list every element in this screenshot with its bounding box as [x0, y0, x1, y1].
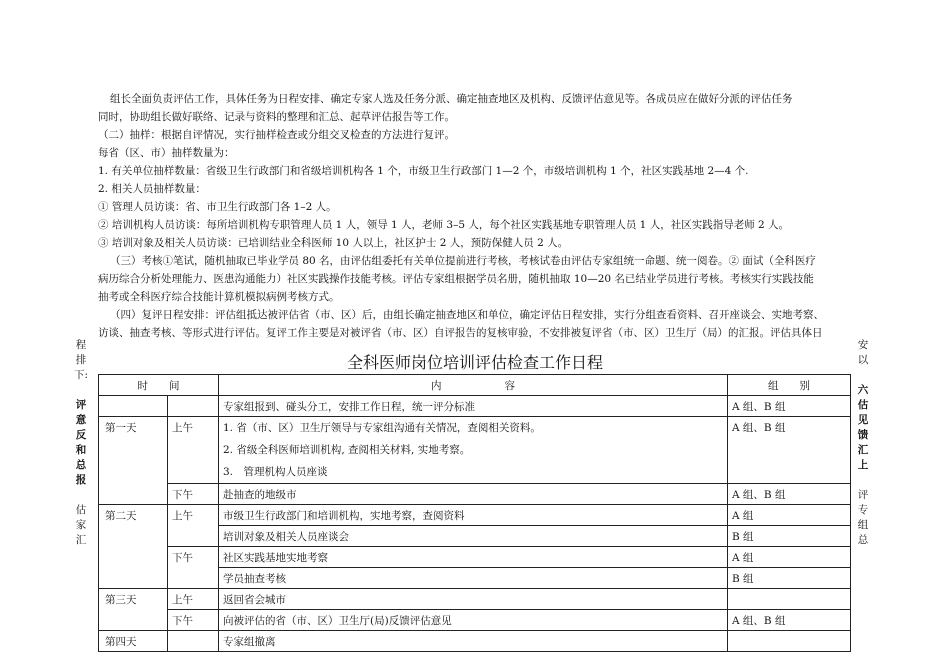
content-line: 2. 省级全科医师培训机构, 查阅相关材料, 实地考察。	[223, 444, 471, 456]
paragraph-line-6: 2. 相关人员抽样数量：	[98, 183, 206, 195]
content-line: 3. 管理机构人员座谈	[223, 466, 328, 478]
table-header-row	[99, 375, 851, 396]
paragraph-line-7: ① 管理人员访谈：省、市卫生行政部门各 1–2 人。	[98, 201, 337, 213]
day-cell: 第四天	[99, 631, 168, 652]
day-cell	[99, 396, 168, 417]
header-time: 时 间	[99, 375, 219, 396]
content-cell: 社区实践基地实地考察	[219, 547, 728, 568]
table-row	[99, 396, 851, 417]
table-row	[99, 589, 851, 610]
period-cell: 下午	[168, 547, 219, 589]
paragraph-line-9: ③ 培训对象及相关人员访谈：已培训结业全科医师 10 人以上，社区护士 2 人，预防保健人员 2 人。	[98, 237, 569, 249]
header-content: 内 容	[219, 375, 728, 396]
content-cell: 返回省会城市	[219, 589, 728, 610]
paragraph-line-3: （二）抽样：根据自评情况，实行抽样检查或分组交叉检查的方法进行复评。	[98, 129, 455, 141]
left-char: 意	[75, 414, 87, 426]
right-char: 组	[857, 519, 869, 531]
right-char: 总	[857, 534, 869, 546]
group-cell: B 组	[728, 526, 851, 547]
group-cell: A 组、B 组	[728, 484, 851, 505]
left-char: 排	[75, 354, 87, 366]
paragraph-line-10: （三）考核①笔试，随机抽取已毕业学员 80 名，由评估组委托有关单位提前进行考核，考核试卷由评估专家组统一命题、统一阅卷。② 面试（全科医疗	[110, 255, 816, 267]
table-row	[99, 417, 851, 484]
day-cell: 第一天	[99, 417, 168, 505]
paragraph-line-11: 病历综合分析处理能力、医患沟通能力）社区实践操作技能考核。评估专家组根据学员名册，随机抽取 10—20 名已结业学员进行考核。考核实行实践技能	[98, 273, 814, 285]
right-char: 专	[857, 504, 869, 516]
left-char: 估	[75, 504, 87, 516]
day-cell: 第二天	[99, 505, 168, 589]
content-cell	[219, 417, 728, 484]
day-cell: 第三天	[99, 589, 168, 631]
table-row	[99, 505, 851, 526]
content-cell: 专家组报到、碰头分工，安排工作日程，统一评分标准	[219, 396, 728, 417]
left-char: 和	[75, 444, 87, 456]
group-cell: A 组、B 组	[728, 610, 851, 631]
left-char: 汇	[75, 534, 87, 546]
table-title: 全科医师岗位培训评估检查工作日程	[346, 353, 603, 372]
left-char: 程	[75, 339, 87, 351]
left-char: 总	[75, 459, 87, 471]
right-char: 六	[857, 384, 869, 396]
group-cell	[728, 589, 851, 610]
right-char: 估	[857, 399, 869, 411]
paragraph-line-2: 同时，协助组长做好联络、记录与资料的整理和汇总、起草评估报告等工作。	[98, 111, 455, 123]
content-cell: 培训对象及相关人员座谈会	[219, 526, 728, 547]
table-row	[99, 547, 851, 568]
group-cell: A 组、B 组	[728, 396, 851, 417]
content-cell: 赴抽查的地级市	[219, 484, 728, 505]
left-char: 评	[75, 399, 87, 411]
right-char	[856, 473, 870, 488]
paragraph-line-13: （四）复评日程安排：评估组抵达被评估省（市、区）后，由组长确定抽查地区和单位，确定评估日程安排，实行分组查看资料、召开座谈会、实地考察、	[110, 309, 824, 321]
period-cell: 下午	[168, 484, 219, 505]
left-vertical-text	[74, 338, 88, 548]
table-row	[99, 484, 851, 505]
content-cell: 向被评估的省（市、区）卫生厅(局)反馈评估意见	[219, 610, 728, 631]
right-char: 评	[857, 489, 869, 501]
table-row	[99, 631, 851, 652]
right-vertical-text	[856, 338, 870, 548]
left-char: 反	[75, 429, 87, 441]
paragraph-line-4: 每省（区、市）抽样数量为：	[98, 147, 235, 159]
period-cell	[168, 396, 219, 417]
content-cell: 市级卫生行政部门和培训机构，实地考察，查阅资料	[219, 505, 728, 526]
schedule-table	[98, 374, 851, 652]
paragraph-line-8: ② 培训机构人员访谈：每所培训机构专职管理人员 1 人，领导 1 人，老师 3–5 人，每个社区实践基地专职管理人员 1 人，社区实践指导老师 2 人。	[98, 219, 790, 231]
group-cell: B 组	[728, 568, 851, 589]
right-char: 馈	[857, 429, 869, 441]
group-cell: A 组	[728, 547, 851, 568]
right-char: 上	[857, 459, 869, 471]
left-char: 报	[75, 474, 87, 486]
right-char: 见	[857, 414, 869, 426]
paragraph-line-14: 访谈、抽查考核、等形式进行评估。复评工作主要是对被评省（市、区）自评报告的复核审验，不安排被复评省（市、区）卫生厅（局）的汇报。评估具体日	[98, 327, 823, 339]
period-cell	[168, 631, 219, 652]
period-cell: 上午	[168, 505, 219, 547]
right-char	[856, 368, 870, 383]
right-char: 汇	[857, 444, 869, 456]
group-cell	[728, 631, 851, 652]
right-char: 安	[857, 339, 869, 351]
group-cell: A 组	[728, 505, 851, 526]
left-char	[74, 488, 88, 503]
paragraph-line-12: 抽考或全科医疗综合技能计算机模拟病例考核方式。	[98, 291, 340, 303]
paragraph-line-5: 1. 有关单位抽样数量：省级卫生行政部门和省级培训机构各 1 个，市级卫生行政部门 1—2 个，市级培训机构 1 个，社区实践基地 2—4 个.	[98, 165, 749, 177]
right-char: 以	[857, 354, 869, 366]
header-group: 组 别	[728, 375, 851, 396]
period-cell: 上午	[168, 417, 219, 484]
content-line: 1. 省（市、区）卫生厅领导与专家组沟通有关情况，查阅相关资料。	[223, 422, 541, 434]
period-cell: 上午	[168, 589, 219, 610]
left-char: 家	[75, 519, 87, 531]
group-cell: A 组、B 组	[728, 417, 851, 484]
content-cell: 学员抽查考核	[219, 568, 728, 589]
paragraph-line-1: 组长全面负责评估工作，具体任务为日程安排、确定专家人选及任务分派、确定抽查地区及机构、反馈评估意见等。各成员应在做好分派的评估任务	[110, 93, 793, 105]
left-char: 下:	[74, 369, 89, 381]
table-row	[99, 610, 851, 631]
left-char	[74, 383, 88, 398]
period-cell: 下午	[168, 610, 219, 631]
content-cell: 专家组撤离	[219, 631, 728, 652]
